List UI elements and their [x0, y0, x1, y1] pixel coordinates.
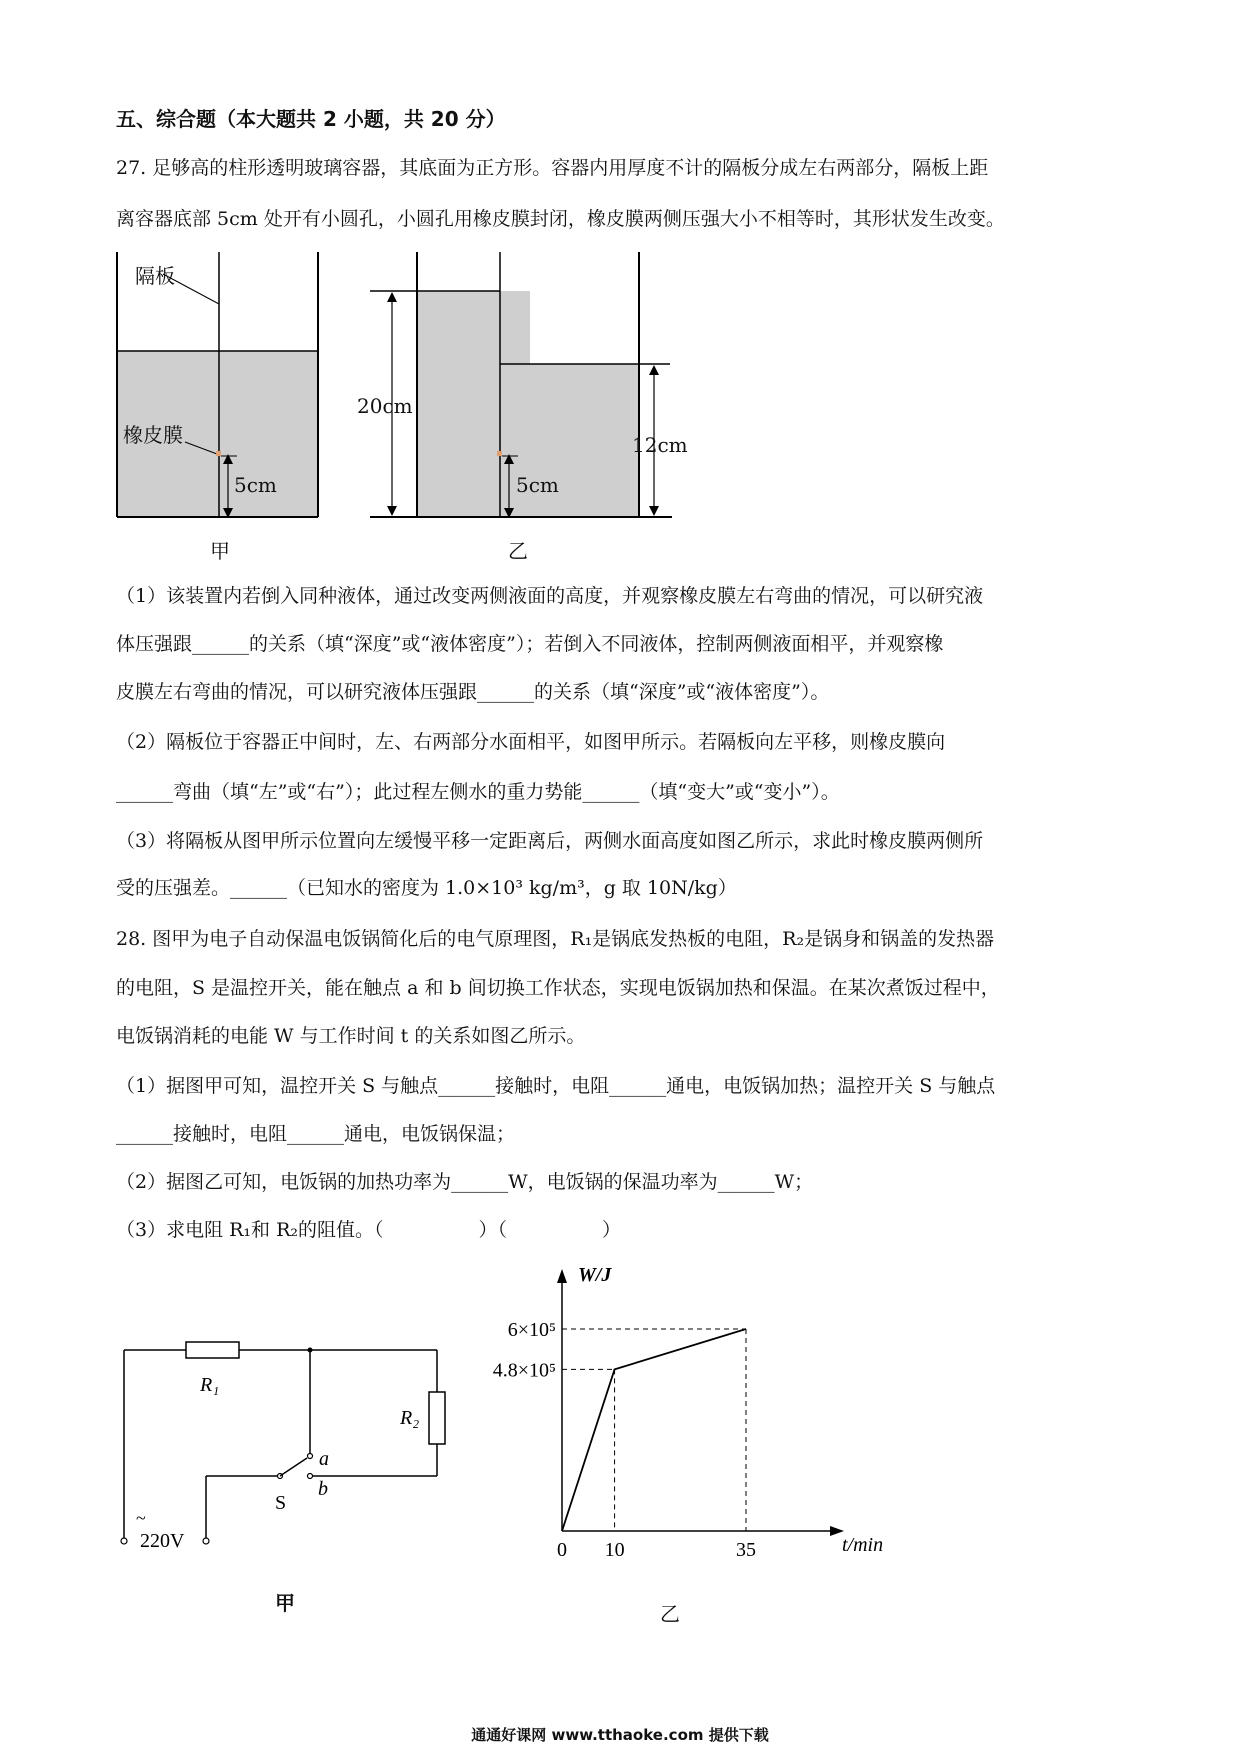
yi-right-height-label: 12cm: [632, 433, 688, 457]
partition-label: 隔板: [135, 264, 175, 288]
left-water: [417, 291, 530, 517]
yi-left-height-label: 20cm: [357, 394, 413, 418]
arrow-head-up: [387, 292, 397, 302]
graph-caption: 乙: [660, 1602, 680, 1626]
resistor-r1: [186, 1342, 239, 1358]
q27-part1-line-2: 体压强跟______的关系（填“深度”或“液体密度”）；若倒入不同液体，控制两侧液面相平，并观察橡: [116, 633, 944, 655]
contact-a-dot: [308, 1454, 313, 1459]
arrow-head-up: [649, 365, 659, 375]
q27-part1-line-1: （1）该装置内若倒入同种液体，通过改变两侧液面的高度，并观察橡皮膜左右弯曲的情况，可以研究液: [116, 585, 984, 607]
rubber-membrane: [497, 451, 502, 456]
contact-b-dot: [308, 1474, 313, 1479]
figure-yi-caption: 乙: [508, 539, 528, 563]
q28-part1-line-1: （1）据图甲可知，温控开关 S 与触点______接触时，电阻______通电，电饭锅加热；温控开关 S 与触点: [116, 1075, 996, 1097]
x-tick-label: 10: [604, 1539, 625, 1561]
x-tick-label: 0: [557, 1539, 567, 1561]
y-axis-arrow: [557, 1269, 567, 1283]
switch-label: S: [275, 1492, 287, 1514]
y-tick-label: 6×10⁵: [507, 1319, 556, 1341]
x-tick-label: 35: [736, 1539, 756, 1561]
q28-stem-line-2: 的电阻，S 是温控开关，能在触点 a 和 b 间切换工作状态，实现电饭锅加热和保温。在某次煮饭过程中，: [116, 977, 1000, 999]
q27-part3-line-1: （3）将隔板从图甲所示位置向左缓慢平移一定距离后，两侧水面高度如图乙所示，求此时橡皮膜两侧所: [116, 830, 984, 852]
membrane-label: 橡皮膜: [123, 423, 183, 447]
q28-energy-time-chart: [440, 1255, 920, 1585]
arrow-head-down: [649, 506, 659, 516]
q27-stem-line-1: 27. 足够高的柱形透明玻璃容器，其底面为正方形。容器内用厚度不计的隔板分成左右两部分，隔板上距: [116, 157, 989, 179]
q28-part2: （2）据图乙可知，电饭锅的加热功率为______W，电饭锅的保温功率为______W；: [116, 1171, 814, 1193]
q28-part1-line-2: ______接触时，电阻______通电，电饭锅保温；: [116, 1123, 516, 1145]
switch-blade: [280, 1458, 307, 1476]
q27-part3-line-2: 受的压强差。______（已知水的密度为 1.0×10³ kg/m³，g 取 10N/kg）: [116, 877, 737, 899]
x-axis-label: t/min: [842, 1534, 884, 1556]
footer-source: 通通好课网 www.tthaoke.com 提供下载: [471, 1726, 769, 1744]
q27-part2-line-2: ______弯曲（填“左”或“右”）；此过程左侧水的重力势能______（填“变大”或“变小”）。: [116, 781, 840, 803]
arrow-head-down: [387, 506, 397, 516]
y-axis-label: W/J: [578, 1264, 612, 1286]
q27-part2-line-1: （2）隔板位于容器正中间时，左、右两部分水面相平，如图甲所示。若隔板向左平移，则橡皮膜向: [116, 731, 946, 753]
q28-circuit-diagram: [110, 1335, 470, 1575]
figure-jia-caption: 甲: [210, 539, 230, 563]
q27-figure-jia: [105, 248, 335, 558]
ac-symbol: ~: [136, 1508, 146, 1528]
yi-hole-height-label: 5cm: [516, 473, 559, 497]
q27-stem-line-2: 离容器底部 5cm 处开有小圆孔，小圆孔用橡皮膜封闭，橡皮膜两侧压强大小不相等时，其形状发生改变。: [116, 208, 1005, 230]
section-title: 五、综合题（本大题共 2 小题，共 20 分）: [116, 107, 506, 131]
q28-stem-line-3: 电饭锅消耗的电能 W 与工作时间 t 的关系如图乙所示。: [116, 1025, 586, 1047]
y-tick-label: 4.8×10⁵: [492, 1359, 556, 1382]
contact-a-label: a: [319, 1448, 329, 1470]
q28-part3: （3）求电阻 R₁和 R₂的阻值。（ ）（ ）: [116, 1219, 622, 1241]
contact-b-label: b: [318, 1478, 328, 1500]
circuit-caption: 甲: [275, 1591, 295, 1615]
r2-label: R₂: [400, 1407, 420, 1429]
voltage-label: 220V: [140, 1530, 185, 1552]
terminal-left: [121, 1538, 127, 1544]
energy-series-line: [562, 1329, 746, 1531]
r1-label: R₁: [200, 1374, 220, 1396]
rubber-membrane: [216, 451, 221, 456]
terminal-right: [203, 1538, 209, 1544]
jia-height-label: 5cm: [234, 473, 277, 497]
q28-stem-line-1: 28. 图甲为电子自动保温电饭锅简化后的电气原理图，R₁是锅底发热板的电阻，R₂是锅身和锅盖的发热器: [116, 928, 995, 950]
q27-part1-line-3: 皮膜左右弯曲的情况，可以研究液体压强跟______的关系（填“深度”或“液体密度”）。: [116, 681, 830, 703]
